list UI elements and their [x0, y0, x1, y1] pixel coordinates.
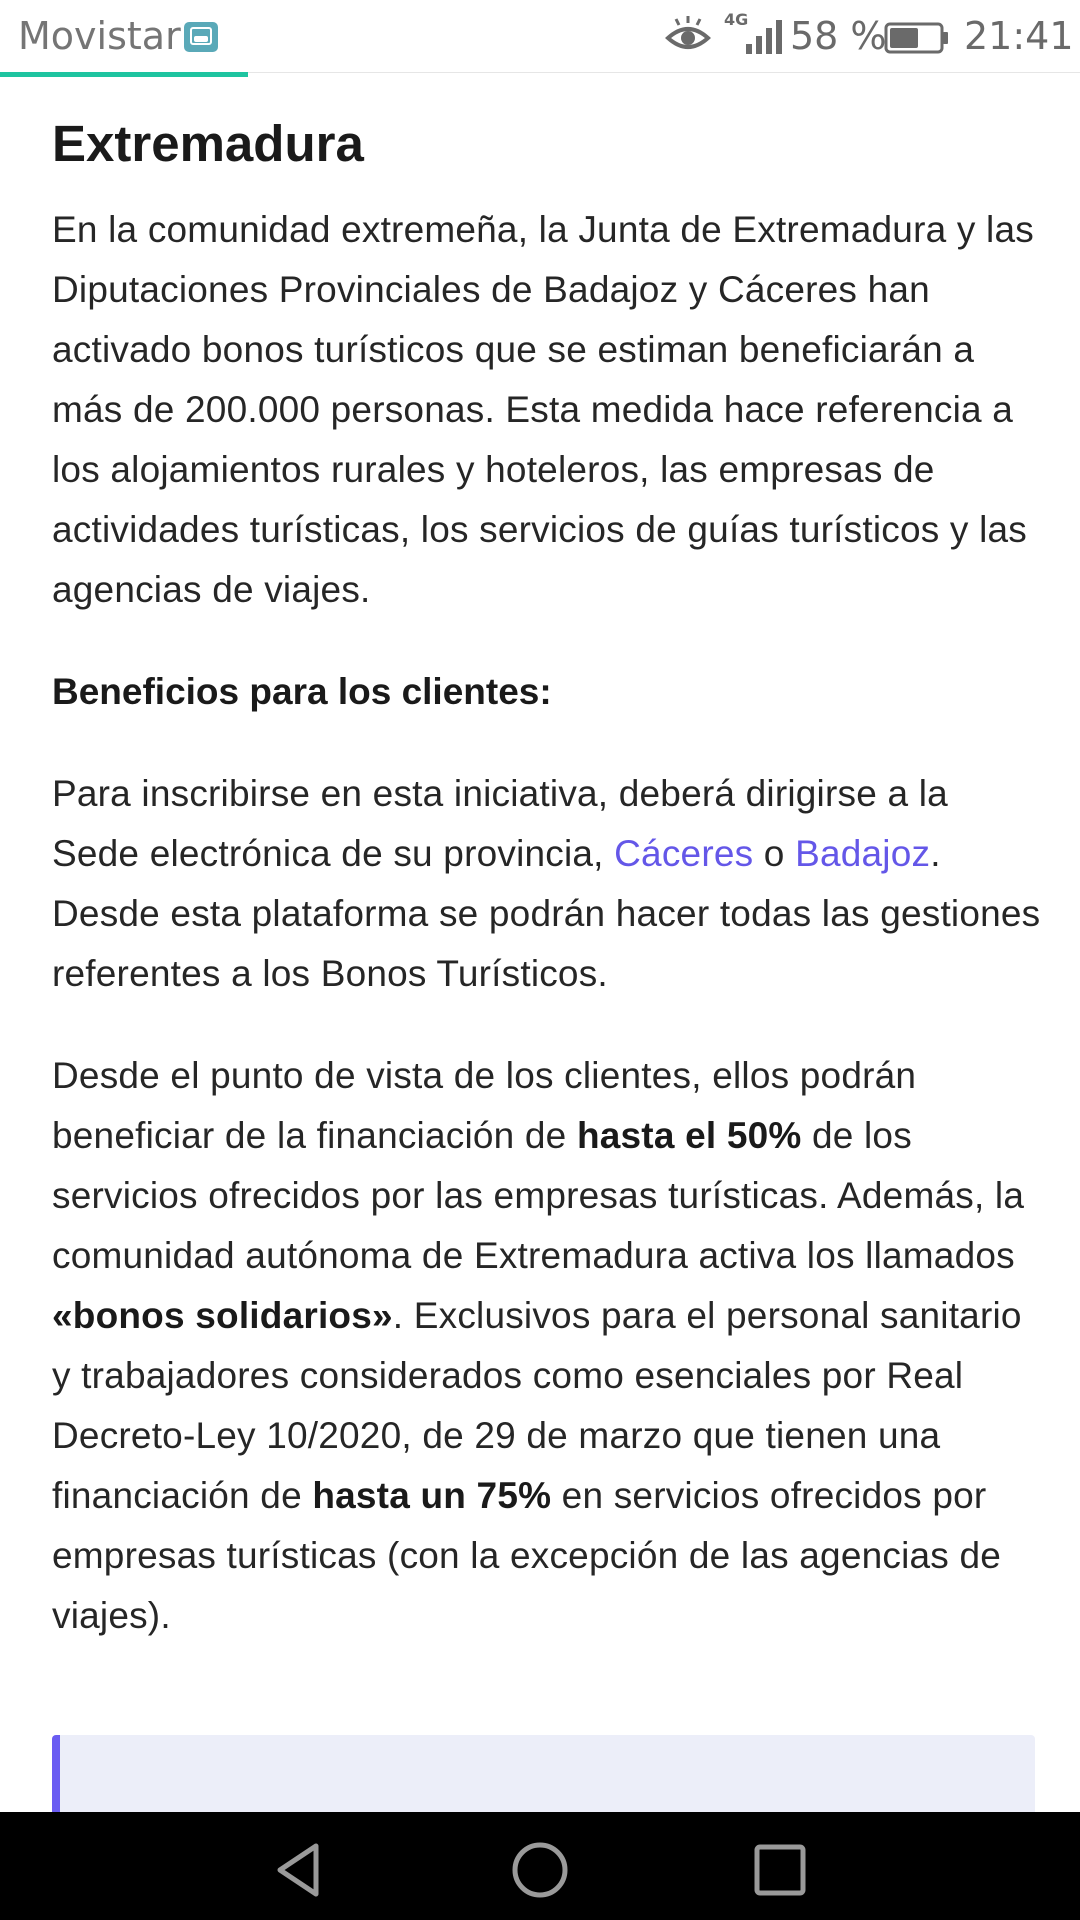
benefits-text-3: . Exclusivos para el personal sanitario y trabajadores considerados como esenciales por Real Decreto-Ley 10/2020, de 29 de marzo que tienen una financiación de	[52, 1295, 1022, 1516]
status-bar	[0, 0, 1080, 73]
navigation-bar	[0, 1812, 1080, 1920]
back-icon[interactable]	[270, 1840, 330, 1900]
eye-icon	[664, 14, 712, 54]
signup-paragraph	[52, 764, 1042, 1004]
benefits-highlight-50: hasta el 50%	[576, 1115, 802, 1156]
benefits-highlight-75: hasta un 75%	[312, 1475, 552, 1516]
recent-apps-icon[interactable]	[752, 1842, 808, 1898]
article	[52, 76, 1042, 1688]
benefits-text-4: en servicios ofrecidos por empresas turísticas (con la excepción de las agencias de viajes).	[52, 1475, 1002, 1636]
battery-icon	[884, 22, 950, 54]
benefits-subheading: Beneficios para los clientes:	[52, 671, 552, 712]
benefits-text-2: de los servicios ofrecidos por las empresas turísticas. Además, la comunidad autónoma de Extremadura activa los llamados	[52, 1115, 1025, 1276]
clock: 21:41	[964, 14, 1074, 58]
carrier-name: Movistar	[18, 14, 181, 58]
intro-paragraph: En la comunidad extremeña, la Junta de Extremadura y las Diputaciones Provinciales de Badajoz y Cáceres han activado bonos turísticos que se estiman beneficiarán a más de 200.000 personas. Esta medida hace referencia a los alojamientos rurales y hoteleros, las empresas de actividades turísticas, los servicios de guías turísticos y las agencias de viajes.	[52, 209, 1034, 610]
home-icon[interactable]	[510, 1840, 570, 1900]
signal-icon	[744, 16, 784, 56]
network-type: 4G	[724, 10, 749, 29]
image-icon	[184, 22, 218, 52]
benefits-highlight-solidarios: «bonos solidarios»	[52, 1295, 393, 1336]
signup-text-middle: o	[753, 833, 796, 874]
benefits-text-1: Desde el punto de vista de los clientes, ellos podrán beneficiar de la financiación de	[52, 1055, 917, 1156]
link-caceres[interactable]: Cáceres	[614, 833, 754, 874]
benefits-paragraph	[52, 1046, 1042, 1646]
signup-text-before: Para inscribirse en esta iniciativa, deberá dirigirse a la Sede electrónica de su provincia,	[52, 773, 948, 874]
battery-percent: 58 %	[790, 14, 887, 58]
signup-text-after: . Desde esta plataforma se podrán hacer todas las gestiones referentes a los Bonos Turísticos.	[52, 833, 1041, 994]
link-badajoz[interactable]: Badajoz	[795, 833, 931, 874]
section-heading: Extremadura	[52, 115, 364, 172]
